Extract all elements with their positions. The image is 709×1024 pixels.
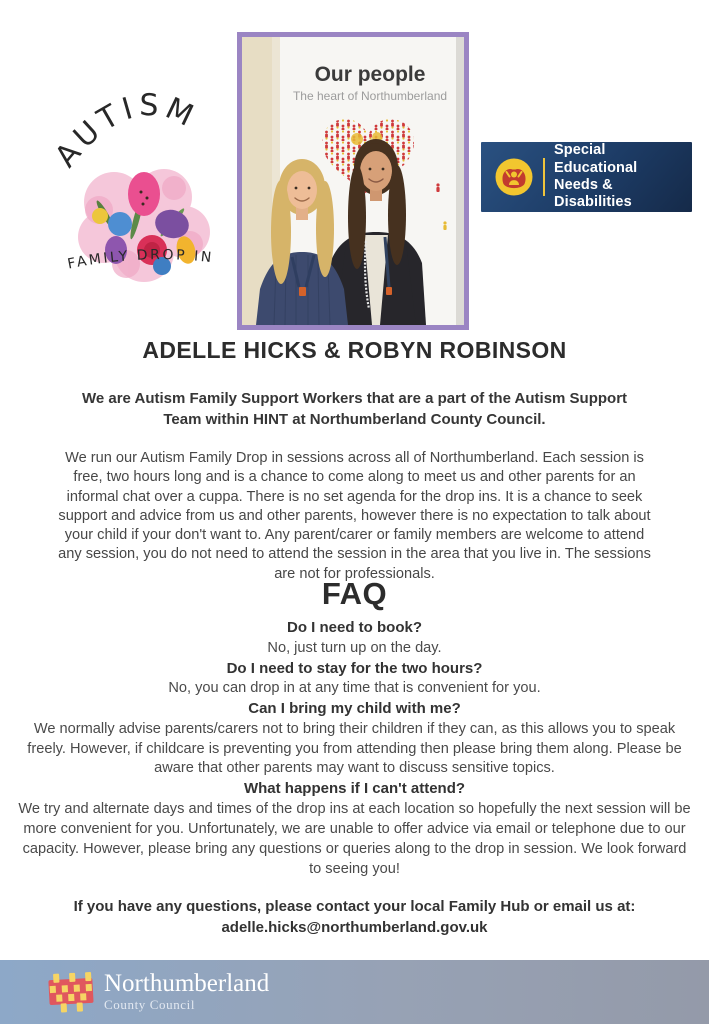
faq-list (17, 618, 692, 879)
northumberland-flag-icon (46, 970, 96, 1014)
logo-title-text: AUTISM (50, 87, 204, 175)
faq-answer: We normally advise parents/carers not to bring their children if they can, as this allows you to speak freely. However, if childcare is preventing you from attending then please bring them along. Please be aware that other parents may want to discuss sensitive topics. (27, 720, 682, 777)
flower-brain-illustration (50, 80, 238, 292)
faq-question: Do I need to book? (287, 619, 422, 636)
faq-question: Can I bring my child with me? (248, 700, 461, 718)
faq-answer: No, just turn up on the day. (267, 639, 442, 656)
staff-photo (237, 32, 469, 330)
send-hands-icon (494, 157, 534, 197)
faq-question: What happens if I can't attend? (243, 780, 466, 798)
contact-block (40, 896, 669, 938)
footer-council-name: Northumberland (104, 969, 270, 997)
footer-council-subtitle: County Council (104, 997, 196, 1013)
send-badge (481, 142, 692, 212)
contact-line: If you have any questions, please contact your local Family Hub or email us at: (73, 898, 636, 915)
autism-family-drop-in-logo (50, 80, 238, 292)
page-title: ADELLE HICKS & ROBYN ROBINSON (142, 337, 567, 363)
faq-heading: FAQ (321, 576, 388, 611)
intro-text: We are Autism Family Support Workers that are a part of the Autism Support Team within HINT at Northumberland County Council. (81, 390, 628, 428)
footer-brand (104, 971, 269, 1013)
send-badge-divider (543, 158, 545, 196)
logo-subtitle-text: FAMILY DROP IN (66, 247, 215, 273)
about-text: We run our Autism Family Drop in sessions across all of Northumberland. Each session is free, two hours long and is a chance to come along to meet us and other parents for an informal chat over a cuppa. There is no set agenda for the drop ins. It is a chance to seek support and advice from us and other parents, however there is no expectation to talk about your child if your don't want to. Any parent/carer or family members are welcome to attend any session, you do not need to attend the session in the area that you live in. The sessions are not for professionals. (58, 450, 651, 582)
send-badge-line2: Needs & Disabilities (554, 177, 632, 211)
faq-answer: No, you can drop in at any time that is convenient for you. (168, 680, 541, 697)
poster-subtitle: The heart of Northumberland (292, 89, 448, 103)
faq-answer: We try and alternate days and times of the drop ins at each location so hopefully the next session will be more convenient for you. Unfortunately, we are unable to offer advice via email or telephone due to our capacity. However, please bring any questions or queries along to the drop in session. We look forward to seeing you! (18, 800, 691, 877)
poster-title: Our people (314, 63, 426, 86)
faq-question: Do I need to stay for the two hours? (226, 659, 483, 677)
send-badge-line1: Special Educational (554, 142, 638, 176)
send-badge-text (554, 142, 692, 212)
footer (0, 960, 709, 1024)
contact-email[interactable]: adelle.hicks@northumberland.gov.uk (221, 919, 488, 936)
